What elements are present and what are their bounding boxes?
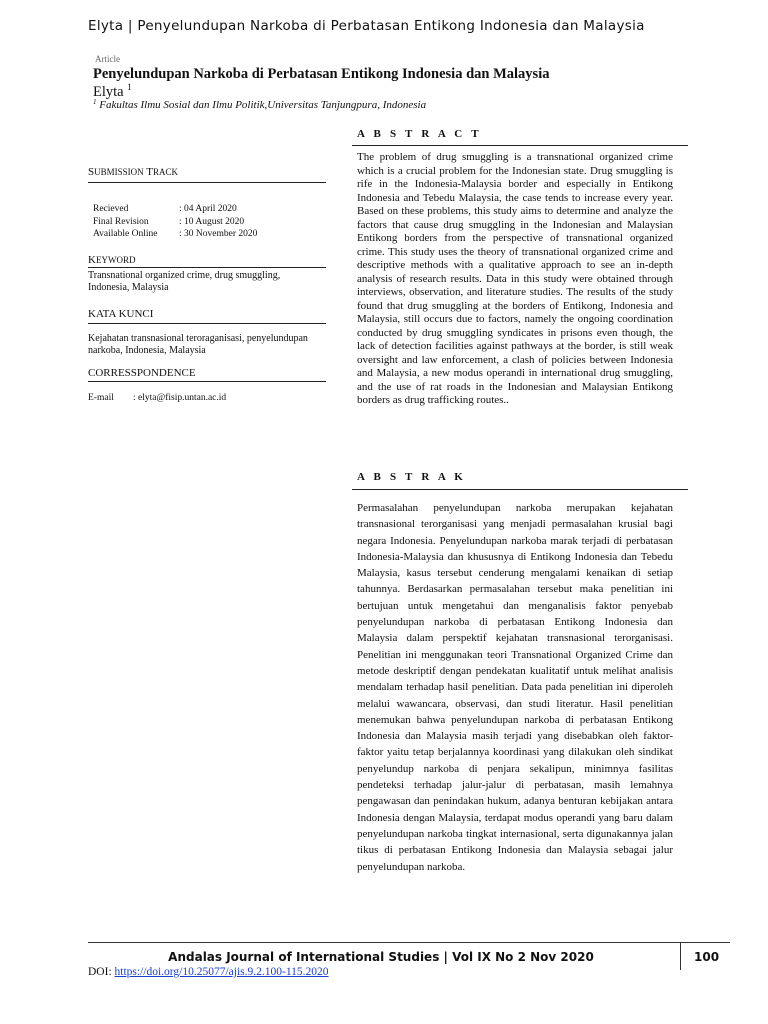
email-label: E-mail xyxy=(88,393,114,403)
kata-kunci-heading: KATA KUNCI xyxy=(88,308,154,320)
page-number: 100 xyxy=(694,950,720,964)
divider xyxy=(88,182,326,183)
email-value: : elyta@fisip.untan.ac.id xyxy=(133,393,227,403)
heading-rest: UBMISSION xyxy=(94,167,144,177)
abstrak-text: Permasalahan penyelundupan narkoba merupakan kejahatan transnasional terorganisasi yang menjadi permasalahan krusial bagi negara Indonesia. Penyelundupan narkoba marak terjadi di perbatasan Indonesia-Malaysia dan khususnya di Entikong Indonesia dan Tebedu Malaysia, kasus tersebut cenderung mengalami kenaikan di setiap tahunnya. Berdasarkan permasalahan tersebut maka penelitian ini bertujuan untuk mengetahui dan menganalisis faktor penyebab penyelundupan narkoba di perbatasan Entikong Indonesia dan Malaysia dalam perspektif kejahatan transnasional terorganisasi. Penelitian ini menggunakan teori Transnational Organized Crime dan metode deskriptif dengan pendekatan kualitatif untuk melihat analisis mendalam terhadap hasil penelitian. Data pada penelitian ini diperoleh melalui wawancara, observasi, dan studi literatur. Hasil penelitian menemukan bahwa penyelundupan narkoba di perbatasan Entikong Indonesia dan Malaysia masih terjadi yang disebabkan oleh faktor-faktor yaitu tetap berjalannya koordinasi yang dilakukan oleh sindikat penyelundup narkoba di penjara sekalipun, minimnya fasilitas pendeteksi terhadap jalur-jalur di perbatasan, masih lemahnya pengawasan dan penindakan hukum, adanya benturan kebijakan antara Indonesia dengan Malaysia, terdapat modus operandi yang baru dalam penyelundupan narkoba tingkat internasional, serta digunakannya jalan tikus di perbatasan Entikong Indonesia dan Malaysia sebagai jalur penyelundupan narkoba. xyxy=(357,502,673,873)
doi-link[interactable]: https://doi.org/10.25077/ajis.9.2.100-115.2020 xyxy=(114,966,329,978)
abstract-heading: A B S T R A C T xyxy=(357,128,482,140)
heading-letter: T xyxy=(146,166,153,178)
submission-track-heading xyxy=(88,166,178,178)
divider xyxy=(88,323,326,324)
correspondence-row xyxy=(88,393,226,403)
divider xyxy=(88,381,326,382)
author-affiliation-marker: 1 xyxy=(127,82,132,92)
affiliation-marker: 1 xyxy=(93,98,97,106)
article-title: Penyelundupan Narkoba di Perbatasan Entikong Indonesia dan Malaysia xyxy=(93,66,550,82)
doi-label: DOI: xyxy=(88,966,115,978)
keyword-text: Transnational organized crime, drug smuggling, Indonesia, Malaysia xyxy=(88,270,281,293)
table-row xyxy=(93,203,257,216)
abstract-text: The problem of drug smuggling is a transnational organized crime which is a crucial problem for the Indonesian state. Drug smuggling is rife in the Indonesia-Malaysia border and especially in Entikong Indonesia and Tebedu Malaysia, the case tends to increase every year. Based on these problems, this study aims to determine and analyze the factors that cause drug smuggling in the Indonesian and Malaysian Entikong borders from the perspective of transnational organized crime. This study uses the theory of transnational organized crime and descriptive methods with a qualitative approach to see an in-depth analysis of research results. Data in this study were obtained through interviews, observation, and literature studies. The results of the study found that drug smuggling at the borders of Entikong, Indonesia and Malaysia, still occurs due to factors, namely the ongoing coordination conducted by drug smuggling syndicates in prisons even though, the lack of detection facilities against pathways at the border, is still weak oversight and law enforcement, a clash of policies between Indonesia and Malaysia, a new modus operandi in international drug smuggling, and the use of rat roads in the Indonesian and Malaysian Entikong borders as drug trafficking routes.. xyxy=(357,151,673,406)
track-value: : 30 November 2020 xyxy=(179,229,258,239)
track-value: : 10 August 2020 xyxy=(179,216,245,227)
divider xyxy=(352,489,688,490)
footer-vertical-divider xyxy=(680,942,681,970)
running-header: Elyta | Penyelundupan Narkoba di Perbatasan Entikong Indonesia dan Malaysia xyxy=(88,18,645,34)
track-label: Available Online xyxy=(93,229,158,239)
heading-letter: K xyxy=(88,254,96,266)
submission-track-table xyxy=(93,203,257,241)
kata-kunci-text: Kejahatan transnasional teroraganisasi, penyelundupan narkoba, Indonesia, Malaysia xyxy=(88,333,308,356)
heading-rest: RACK xyxy=(152,167,178,177)
article-type-label: Article xyxy=(95,54,120,64)
track-value: : 04 April 2020 xyxy=(179,204,237,214)
doi-line xyxy=(88,966,329,978)
keyword-heading xyxy=(88,254,135,266)
table-row xyxy=(93,216,257,229)
table-row xyxy=(93,228,257,241)
divider xyxy=(352,145,688,146)
journal-citation: Andalas Journal of International Studies | Vol IX No 2 Nov 2020 xyxy=(168,950,594,964)
affiliation-line xyxy=(93,98,426,111)
footer-divider xyxy=(88,942,730,943)
divider xyxy=(88,267,326,268)
correspondence-heading: CORRESSPONDENCE xyxy=(88,367,196,379)
affiliation-text: Fakultas Ilmu Sosial dan Ilmu Politik,Universitas Tanjungpura, Indonesia xyxy=(99,99,427,111)
heading-rest: EYWORD xyxy=(95,255,136,265)
author-name: Elyta xyxy=(93,84,124,100)
track-label: Recieved xyxy=(93,204,129,214)
heading-letter: S xyxy=(88,166,95,178)
track-label: Final Revision xyxy=(93,216,149,227)
abstrak-heading: A B S T R A K xyxy=(357,471,467,483)
